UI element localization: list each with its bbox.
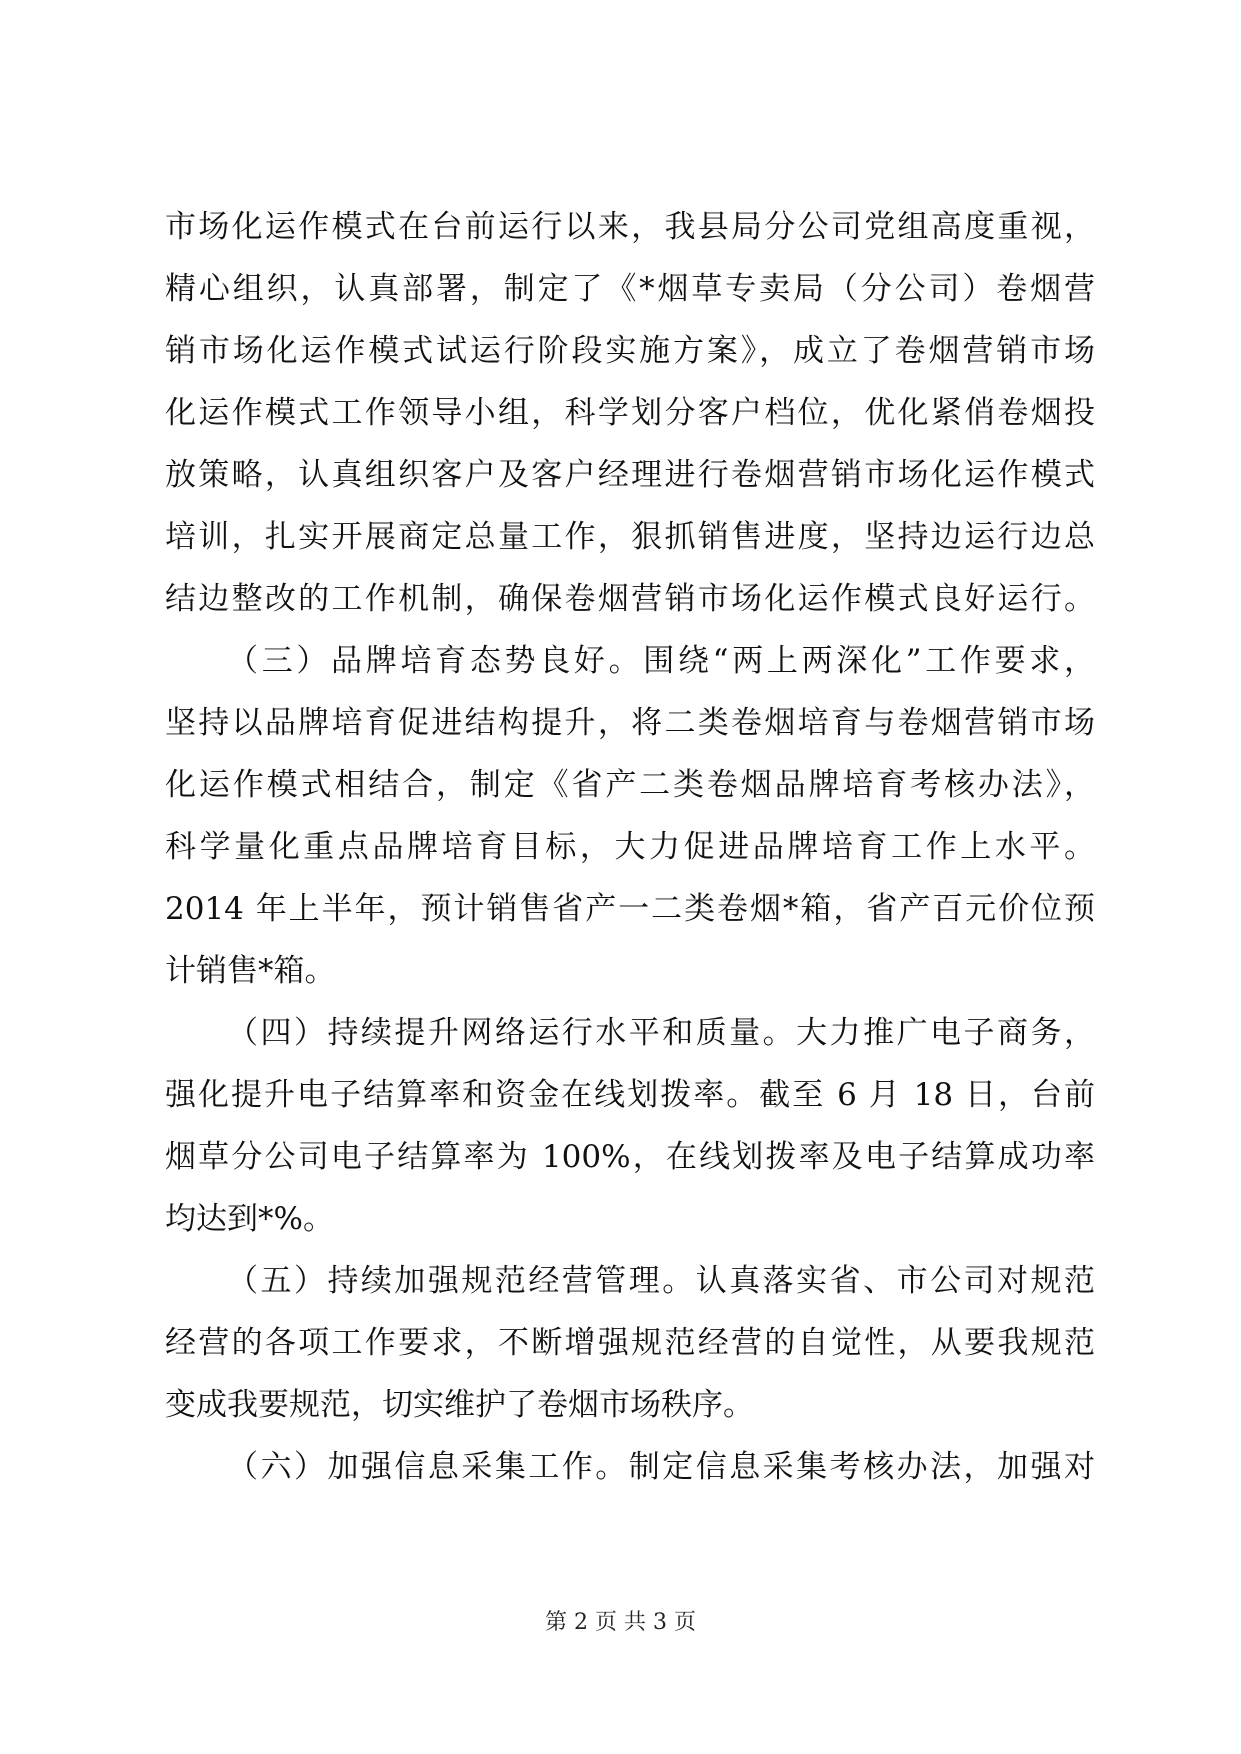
text-line: 精心组织，认真部署，制定了《*烟草专卖局（分公司）卷烟营 xyxy=(165,271,1095,307)
text-line: 化运作模式工作领导小组，科学划分客户档位，优化紧俏卷烟投 xyxy=(165,395,1095,431)
text-line: 销市场化运作模式试运行阶段实施方案》，成立了卷烟营销市场 xyxy=(165,333,1095,369)
text-line: （六）加强信息采集工作。制定信息采集考核办法，加强对 xyxy=(227,1449,1095,1485)
text-line: 经营的各项工作要求，不断增强规范经营的自觉性，从要我规范 xyxy=(165,1325,1095,1361)
text-line: 坚持以品牌培育促进结构提升，将二类卷烟培育与卷烟营销市场 xyxy=(165,705,1095,741)
text-line: 变成我要规范，切实维护了卷烟市场秩序。 xyxy=(165,1387,754,1423)
text-line: 市场化运作模式在台前运行以来，我县局分公司党组高度重视， xyxy=(165,209,1095,245)
text-line: 化运作模式相结合，制定《省产二类卷烟品牌培育考核办法》， xyxy=(165,767,1095,803)
text-line: 2014 年上半年，预计销售省产一二类卷烟*箱，省产百元价位预 xyxy=(165,891,1095,927)
text-line: 均达到*%。 xyxy=(165,1201,334,1237)
body-text xyxy=(165,196,1095,1498)
text-line: （四）持续提升网络运行水平和质量。大力推广电子商务， xyxy=(227,1015,1095,1051)
text-line: 烟草分公司电子结算率为 100%，在线划拨率及电子结算成功率 xyxy=(165,1139,1095,1175)
text-line: 科学量化重点品牌培育目标，大力促进品牌培育工作上水平。 xyxy=(165,829,1095,865)
text-line: 放策略，认真组织客户及客户经理进行卷烟营销市场化运作模式 xyxy=(165,457,1095,493)
text-line: 计销售*箱。 xyxy=(165,953,336,989)
page-footer: 第 2 页 共 3 页 xyxy=(545,1610,696,1635)
text-line: 结边整改的工作机制，确保卷烟营销市场化运作模式良好运行。 xyxy=(165,581,1095,617)
text-line: 强化提升电子结算率和资金在线划拨率。截至 6 月 18 日，台前 xyxy=(165,1077,1095,1113)
text-line: 培训，扎实开展商定总量工作，狠抓销售进度，坚持边运行边总 xyxy=(165,519,1095,555)
text-line: （五）持续加强规范经营管理。认真落实省、市公司对规范 xyxy=(227,1263,1095,1299)
text-line: （三）品牌培育态势良好。围绕“两上两深化”工作要求， xyxy=(227,643,1095,679)
